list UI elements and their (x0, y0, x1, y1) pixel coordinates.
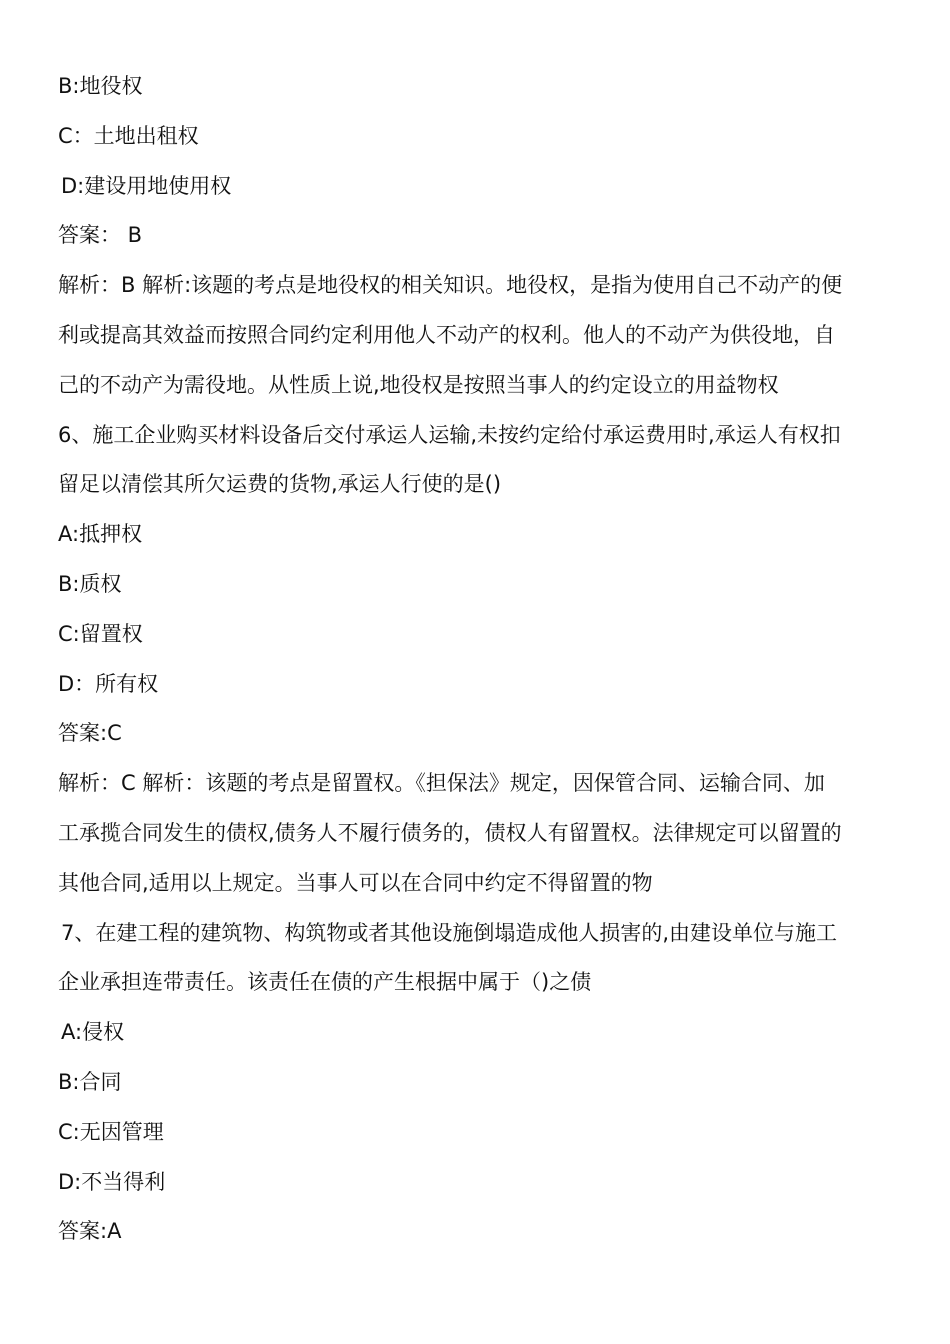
q7-option-b: B:合同 (58, 1069, 122, 1094)
q5-option-d: D:建设用地使用权 (61, 173, 232, 198)
q6-question (58, 411, 894, 511)
q7-answer: 答案:A (58, 1219, 122, 1244)
q6-explanation (58, 759, 894, 908)
q7-question-line-2: 企业承担连带责任。该责任在债的产生根据中属于（)之债 (58, 970, 592, 995)
q7-option-d: D:不当得利 (58, 1169, 166, 1194)
q5-explanation-line-2: 利或提高其效益而按照合同约定利用他人不动产的权利。他人的不动产为供役地，自 (58, 322, 835, 347)
q5-explanation-line-3: 己的不动产为需役地。从性质上说,地役权是按照当事人的约定设立的用益物权 (58, 372, 779, 397)
document-page (58, 62, 894, 1257)
q7-question-line-1: 7、在建工程的建筑物、构筑物或者其他设施倒塌造成他人损害的,由建设单位与施工 (61, 920, 838, 945)
q6-option-b: B:质权 (58, 571, 122, 596)
q5-explanation (58, 261, 894, 410)
q6-option-a: A:抵押权 (58, 522, 143, 547)
q6-explanation-line-1: 解析：C 解析：该题的考点是留置权。《担保法》规定，因保管合同、运输合同、加 (58, 771, 825, 796)
q5-option-c: C：土地出租权 (58, 123, 199, 148)
q6-explanation-line-3: 其他合同,适用以上规定。当事人可以在合同中约定不得留置的物 (58, 870, 653, 895)
q6-option-d: D：所有权 (58, 671, 159, 696)
q6-question-line-1: 6、施工企业购买材料设备后交付承运人运输,未按约定给付承运费用时,承运人有权扣 (58, 422, 841, 447)
q7-option-c: C:无因管理 (58, 1119, 164, 1144)
q7-option-a: A:侵权 (61, 1020, 125, 1045)
q5-answer: 答案： B (58, 223, 143, 248)
q6-answer: 答案:C (58, 721, 122, 746)
q6-explanation-line-2: 工承揽合同发生的债权,债务人不履行债务的，债权人有留置权。法律规定可以留置的 (58, 820, 842, 845)
q6-question-line-2: 留足以清偿其所欠运费的货物,承运人行使的是() (58, 472, 502, 497)
q5-explanation-line-1: 解析：B 解析:该题的考点是地役权的相关知识。地役权，是指为使用自己不动产的便 (58, 273, 843, 298)
q7-question (58, 909, 894, 1009)
q6-option-c: C:留置权 (58, 621, 143, 646)
q5-option-b: B:地役权 (58, 74, 143, 98)
